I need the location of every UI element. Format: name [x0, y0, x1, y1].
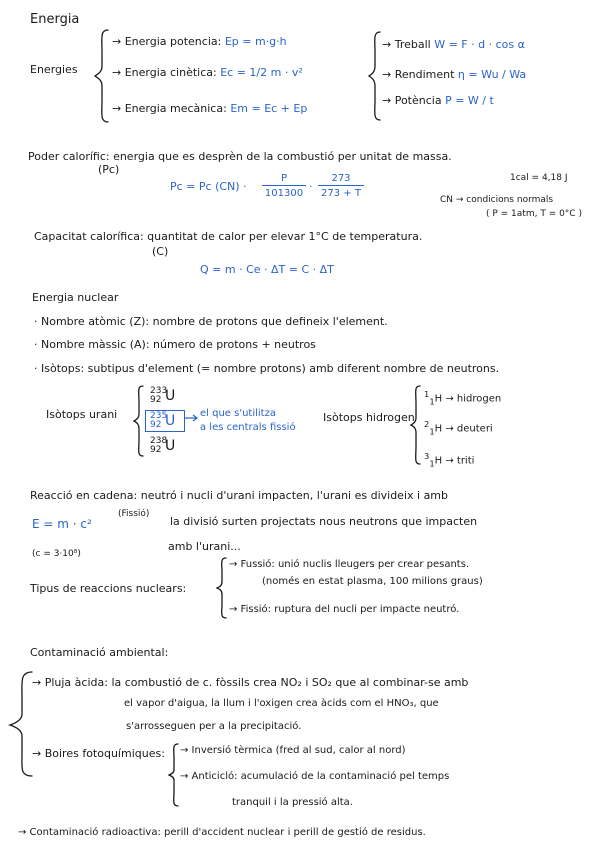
brace-reactions	[216, 556, 228, 620]
uranium-233-z: 92	[150, 395, 162, 405]
uranium-235	[150, 412, 182, 432]
hydrogen-protium	[424, 388, 501, 408]
calorific-symbol: (Pc)	[98, 163, 120, 176]
deuterium-symbol: H	[434, 423, 443, 435]
efficiency-label: → Rendiment	[382, 68, 455, 81]
nuclear-heading: Energia nuclear	[32, 291, 119, 304]
isotopes-item: · Isòtops: subtipus d'element (= nombre protons) amb diferent nombre de neutrons.	[34, 362, 500, 375]
emc2-note: (Fissió)	[118, 509, 150, 519]
tritium-z: 1	[429, 458, 435, 469]
fusion-conditions: (només en estat plasma, 100 milions graus)	[262, 576, 483, 587]
uranium-235-symbol: U	[165, 413, 176, 429]
calorific-frac2-num: 273	[318, 172, 364, 186]
chain-reaction-line-1: Reacció en cadena: neutró i nucli d'urani impacten, l'urani es divideix i amb	[30, 489, 449, 502]
pollution-heading: Contaminació ambiental:	[30, 646, 169, 659]
hydrogen-isotopes-label: Isòtops hidrogen	[323, 411, 415, 424]
acid-rain-line-1: → Pluja àcida: la combustió de c. fòssils crea NO₂ i SO₂ que al combinar-se amb	[32, 676, 469, 689]
page-title: Energia	[30, 12, 80, 27]
fusion-description: → Fussió: unió nuclis lleugers per crear pesants.	[229, 559, 470, 570]
atomic-number-item: · Nombre atòmic (Z): nombre de protons que defineix l'element.	[34, 315, 388, 328]
energy-kinetic	[112, 66, 303, 79]
fission-description: → Fissió: ruptura del nucli per impacte neutró.	[229, 604, 460, 615]
tritium-mass: 3	[424, 451, 430, 461]
energy-mechanical	[112, 102, 307, 115]
calorific-dot: ·	[309, 180, 313, 193]
hydrogen-deuterium	[424, 418, 493, 438]
reaction-types-label: Tipus de reaccions nuclears:	[30, 582, 187, 595]
thermal-inversion: → Inversió tèrmica (fred al sud, calor al nord)	[180, 745, 406, 756]
brace-energies	[94, 28, 110, 124]
tritium-symbol: H	[434, 455, 443, 467]
brace-hydrogen	[410, 384, 422, 466]
uranium-238-symbol: U	[165, 438, 176, 454]
deuterium-z: 1	[429, 426, 435, 437]
uranium-isotopes-label: Isòtops urani	[46, 408, 118, 421]
chain-reaction-line-2: la divisió surten projectats nous neutrons que impacten	[170, 515, 478, 528]
uranium-235-mass: 235	[150, 411, 168, 421]
work-formula: W = F · d · cos α	[434, 38, 525, 51]
energy-potential-label: → Energia potencia:	[112, 35, 222, 48]
work-label: → Treball	[382, 38, 431, 51]
uranium-238-z: 92	[150, 445, 162, 455]
uranium-233-symbol: U	[165, 388, 176, 404]
anticyclone-continued: tranquil i la pressió alta.	[232, 797, 353, 808]
calorie-note: 1cal = 4,18 J	[510, 173, 568, 183]
photochemical-smog-label: → Boires fotoquímiques:	[32, 747, 165, 760]
mass-number-item: · Nombre màssic (A): número de protons + neutros	[34, 338, 316, 351]
calorific-frac2-den: 273 + T	[321, 188, 361, 199]
energy-potential	[112, 35, 287, 48]
uranium-235-z: 92	[150, 420, 162, 430]
protium-z: 1	[429, 396, 435, 407]
uranium-233	[150, 387, 182, 407]
capacity-formula: Q = m · Ce · ΔT = C · ΔT	[200, 263, 334, 276]
brace-pollution	[8, 668, 34, 780]
energy-potential-formula: Ep = m·g·h	[224, 35, 287, 48]
deuterium-name: → deuteri	[445, 423, 493, 435]
speed-of-light-value: (c = 3·10⁸)	[32, 549, 81, 559]
energy-kinetic-label: → Energia cinètica:	[112, 66, 217, 79]
uranium-238	[150, 437, 182, 457]
energy-mechanical-formula: Em = Ec + Ep	[230, 102, 308, 115]
uranium-usage-note-1: el que s'utilitza	[200, 408, 276, 419]
brace-smog	[168, 742, 180, 808]
radioactive-pollution: → Contaminació radioactiva: perill d'accident nuclear i perill de gestió de residus.	[18, 827, 426, 838]
capacity-definition: Capacitat calorífica: quantitat de calor per elevar 1°C de temperatura.	[34, 230, 423, 243]
power-item	[382, 94, 494, 107]
anticyclone: → Anticicló: acumulació de la contaminació pel temps	[180, 771, 450, 782]
energy-mechanical-label: → Energia mecànica:	[112, 102, 227, 115]
acid-rain-line-2: el vapor d'aigua, la llum i l'oxigen crea àcids com el HNO₃, que	[124, 698, 439, 709]
tritium-name: → triti	[445, 455, 475, 467]
cn-conditions: ( P = 1atm, T = 0°C )	[486, 209, 582, 219]
cn-note: CN → condicions normals	[440, 195, 554, 205]
calorific-definition: Poder calorífic: energia que es desprèn de la combustió per unitat de massa.	[28, 150, 452, 163]
uranium-238-mass: 238	[150, 436, 168, 446]
work-item	[382, 38, 525, 51]
brace-uranium	[133, 384, 145, 458]
protium-mass: 1	[424, 389, 430, 399]
energies-label: Energies	[30, 63, 78, 76]
capacity-symbol: (C)	[152, 245, 169, 258]
acid-rain-line-3: s'arrosseguen per a la precipitació.	[126, 721, 302, 732]
emc2-formula: E = m · c²	[32, 517, 92, 531]
calorific-formula-left: Pc = Pc (CN) ·	[170, 180, 247, 193]
hydrogen-tritium	[424, 450, 474, 470]
uranium-arrow-icon	[184, 414, 200, 422]
efficiency-item	[382, 68, 526, 81]
calorific-frac1-num: P	[262, 172, 306, 186]
efficiency-formula: η = Wu / Wa	[457, 68, 527, 81]
deuterium-mass: 2	[424, 419, 430, 429]
uranium-233-mass: 233	[150, 386, 168, 396]
protium-symbol: H	[434, 393, 443, 405]
calorific-frac1-den: 101300	[264, 188, 304, 199]
power-formula: P = W / t	[445, 94, 494, 107]
chain-reaction-line-3: amb l'urani...	[168, 540, 241, 553]
energy-kinetic-formula: Ec = 1/2 m · v²	[220, 66, 303, 79]
protium-name: → hidrogen	[445, 393, 502, 405]
power-label: → Potència	[382, 94, 442, 107]
uranium-usage-note-2: a les centrals fissió	[200, 422, 296, 433]
brace-work	[368, 30, 382, 122]
